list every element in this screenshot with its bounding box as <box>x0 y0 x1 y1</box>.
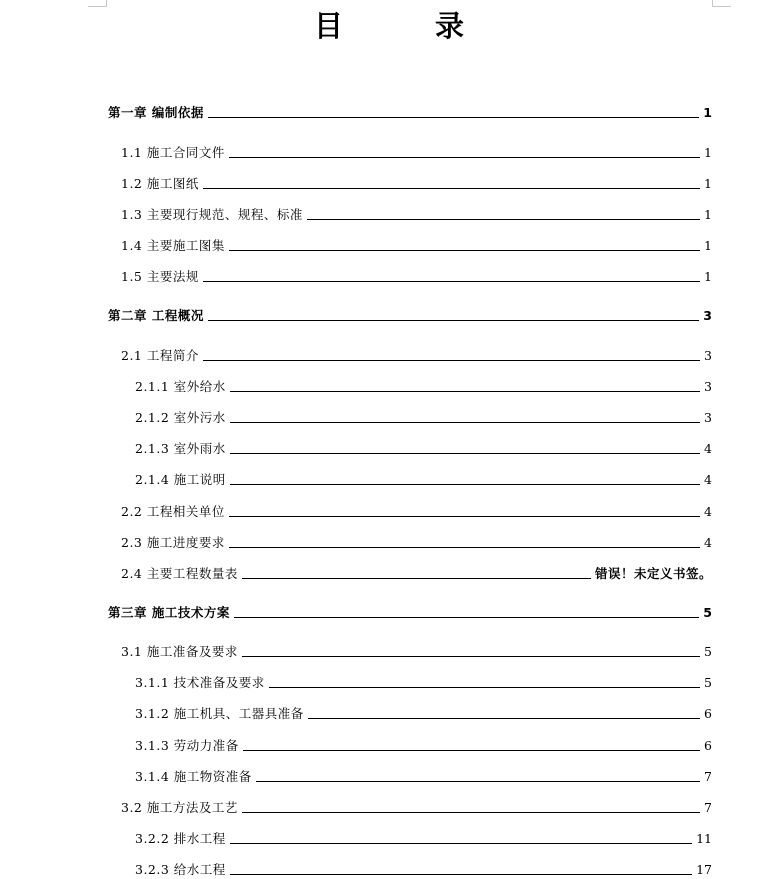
toc-entry[interactable] <box>121 501 712 519</box>
toc-entry[interactable] <box>121 563 712 581</box>
toc-entry-page: 5 <box>704 675 712 690</box>
toc-entry-title: 3.1.3 劳动力准备 <box>135 738 239 753</box>
toc-entry-title: 2.3 施工进度要求 <box>121 535 225 550</box>
toc-entry[interactable] <box>121 345 712 363</box>
title-char-1: 目 <box>313 9 343 43</box>
toc-entry-page: 5 <box>704 644 712 659</box>
toc-entry-page: 6 <box>704 706 712 721</box>
toc-entry-page: 4 <box>704 441 712 456</box>
toc-entry[interactable] <box>121 142 712 160</box>
toc-leader-line <box>203 360 700 361</box>
toc-entry-page: 7 <box>704 800 712 815</box>
toc-leader-line <box>229 547 700 548</box>
toc-entry-title: 3.2 施工方法及工艺 <box>121 800 238 815</box>
toc-entry-page: 6 <box>704 738 712 753</box>
toc-entry-title: 1.1 施工合同文件 <box>121 145 225 160</box>
toc-entry-title: 3.2.2 排水工程 <box>135 831 226 846</box>
toc-entry[interactable] <box>135 407 712 425</box>
toc-entry-title: 2.1.2 室外污水 <box>135 410 226 425</box>
toc-entry[interactable] <box>121 266 712 284</box>
toc-leader-line <box>230 453 700 454</box>
toc-entry-title: 3.1.4 施工物资准备 <box>135 769 252 784</box>
toc-entry[interactable] <box>135 766 712 784</box>
toc-entry[interactable] <box>121 173 712 191</box>
toc-entry-title: 第二章 工程概况 <box>108 308 204 323</box>
toc-leader-line <box>269 687 700 688</box>
toc-leader-line <box>208 117 699 118</box>
toc-entry-title: 2.2 工程相关单位 <box>121 504 225 519</box>
toc-entry[interactable] <box>135 438 712 456</box>
toc-leader-line <box>229 250 700 251</box>
toc-entry-title: 2.1.1 室外给水 <box>135 379 226 394</box>
toc-entry[interactable] <box>121 532 712 550</box>
toc-leader-line <box>242 656 700 657</box>
toc-entry[interactable] <box>108 305 712 323</box>
toc-entry[interactable] <box>121 204 712 222</box>
toc-entry-title: 1.3 主要现行规范、规程、标准 <box>121 207 303 222</box>
toc-entry-page: 5 <box>703 605 712 620</box>
toc-entry-page: 3 <box>704 410 712 425</box>
toc-entry[interactable] <box>108 102 712 120</box>
toc-entry-page: 7 <box>704 769 712 784</box>
toc-entry-page: 3 <box>704 348 712 363</box>
toc-entry-page: 1 <box>704 269 712 284</box>
title-char-2: 录 <box>435 9 465 43</box>
toc-entry[interactable] <box>135 469 712 487</box>
toc-entry[interactable] <box>121 797 712 815</box>
toc-leader-line <box>307 219 700 220</box>
toc-leader-line <box>208 320 699 321</box>
toc-entry[interactable] <box>121 235 712 253</box>
toc-entry-page: 1 <box>704 238 712 253</box>
toc-entry-page: 1 <box>704 145 712 160</box>
toc-leader-line <box>229 157 700 158</box>
toc-leader-line <box>243 750 700 751</box>
toc-entry-title: 3.2.3 给水工程 <box>135 862 226 877</box>
toc-entry-page: 4 <box>704 504 712 519</box>
toc-entry-page: 4 <box>704 472 712 487</box>
toc-entry-page: 11 <box>696 831 712 846</box>
toc-entry-title: 2.1.3 室外雨水 <box>135 441 226 456</box>
toc-entry-title: 3.1 施工准备及要求 <box>121 644 238 659</box>
toc-leader-line <box>203 281 700 282</box>
toc-entry[interactable] <box>135 376 712 394</box>
toc-entry[interactable] <box>135 859 712 877</box>
toc-entry-title: 2.1 工程简介 <box>121 348 199 363</box>
toc-entry[interactable] <box>121 641 712 659</box>
toc-entry-error-page: 错误！未定义书签。 <box>594 566 712 581</box>
toc-entry-title: 1.5 主要法规 <box>121 269 199 284</box>
toc-leader-line <box>230 843 692 844</box>
toc-leader-line <box>242 578 591 579</box>
toc-entry-title: 2.4 主要工程数量表 <box>121 566 238 581</box>
toc-entry-page: 4 <box>704 535 712 550</box>
toc-entry-page: 17 <box>696 862 712 877</box>
toc-entry[interactable] <box>108 602 712 620</box>
toc-leader-line <box>242 812 700 813</box>
toc-entry-page: 1 <box>704 176 712 191</box>
toc-leader-line <box>229 516 700 517</box>
toc-entry-title: 1.2 施工图纸 <box>121 176 199 191</box>
toc-entry[interactable] <box>135 672 712 690</box>
toc-leader-line <box>308 718 700 719</box>
toc-leader-line <box>234 617 699 618</box>
toc-entry[interactable] <box>135 703 712 721</box>
toc-leader-line <box>256 781 700 782</box>
toc-entry-title: 3.1.1 技术准备及要求 <box>135 675 265 690</box>
toc-leader-line <box>230 874 692 875</box>
toc-entry-title: 第三章 施工技术方案 <box>108 605 230 620</box>
toc-entry-title: 2.1.4 施工说明 <box>135 472 226 487</box>
toc-entry-title: 1.4 主要施工图集 <box>121 238 225 253</box>
toc-leader-line <box>230 391 700 392</box>
toc-entry-page: 1 <box>704 207 712 222</box>
toc-leader-line <box>230 484 700 485</box>
toc-entry-page: 3 <box>703 308 712 323</box>
toc-leader-line <box>203 188 700 189</box>
toc-leader-line <box>230 422 700 423</box>
toc-entry-page: 1 <box>703 105 712 120</box>
toc-entry[interactable] <box>135 828 712 846</box>
toc-entry-page: 3 <box>704 379 712 394</box>
toc-entry[interactable] <box>135 735 712 753</box>
toc-entry-title: 第一章 编制依据 <box>108 105 204 120</box>
toc-entry-title: 3.1.2 施工机具、工器具准备 <box>135 706 304 721</box>
